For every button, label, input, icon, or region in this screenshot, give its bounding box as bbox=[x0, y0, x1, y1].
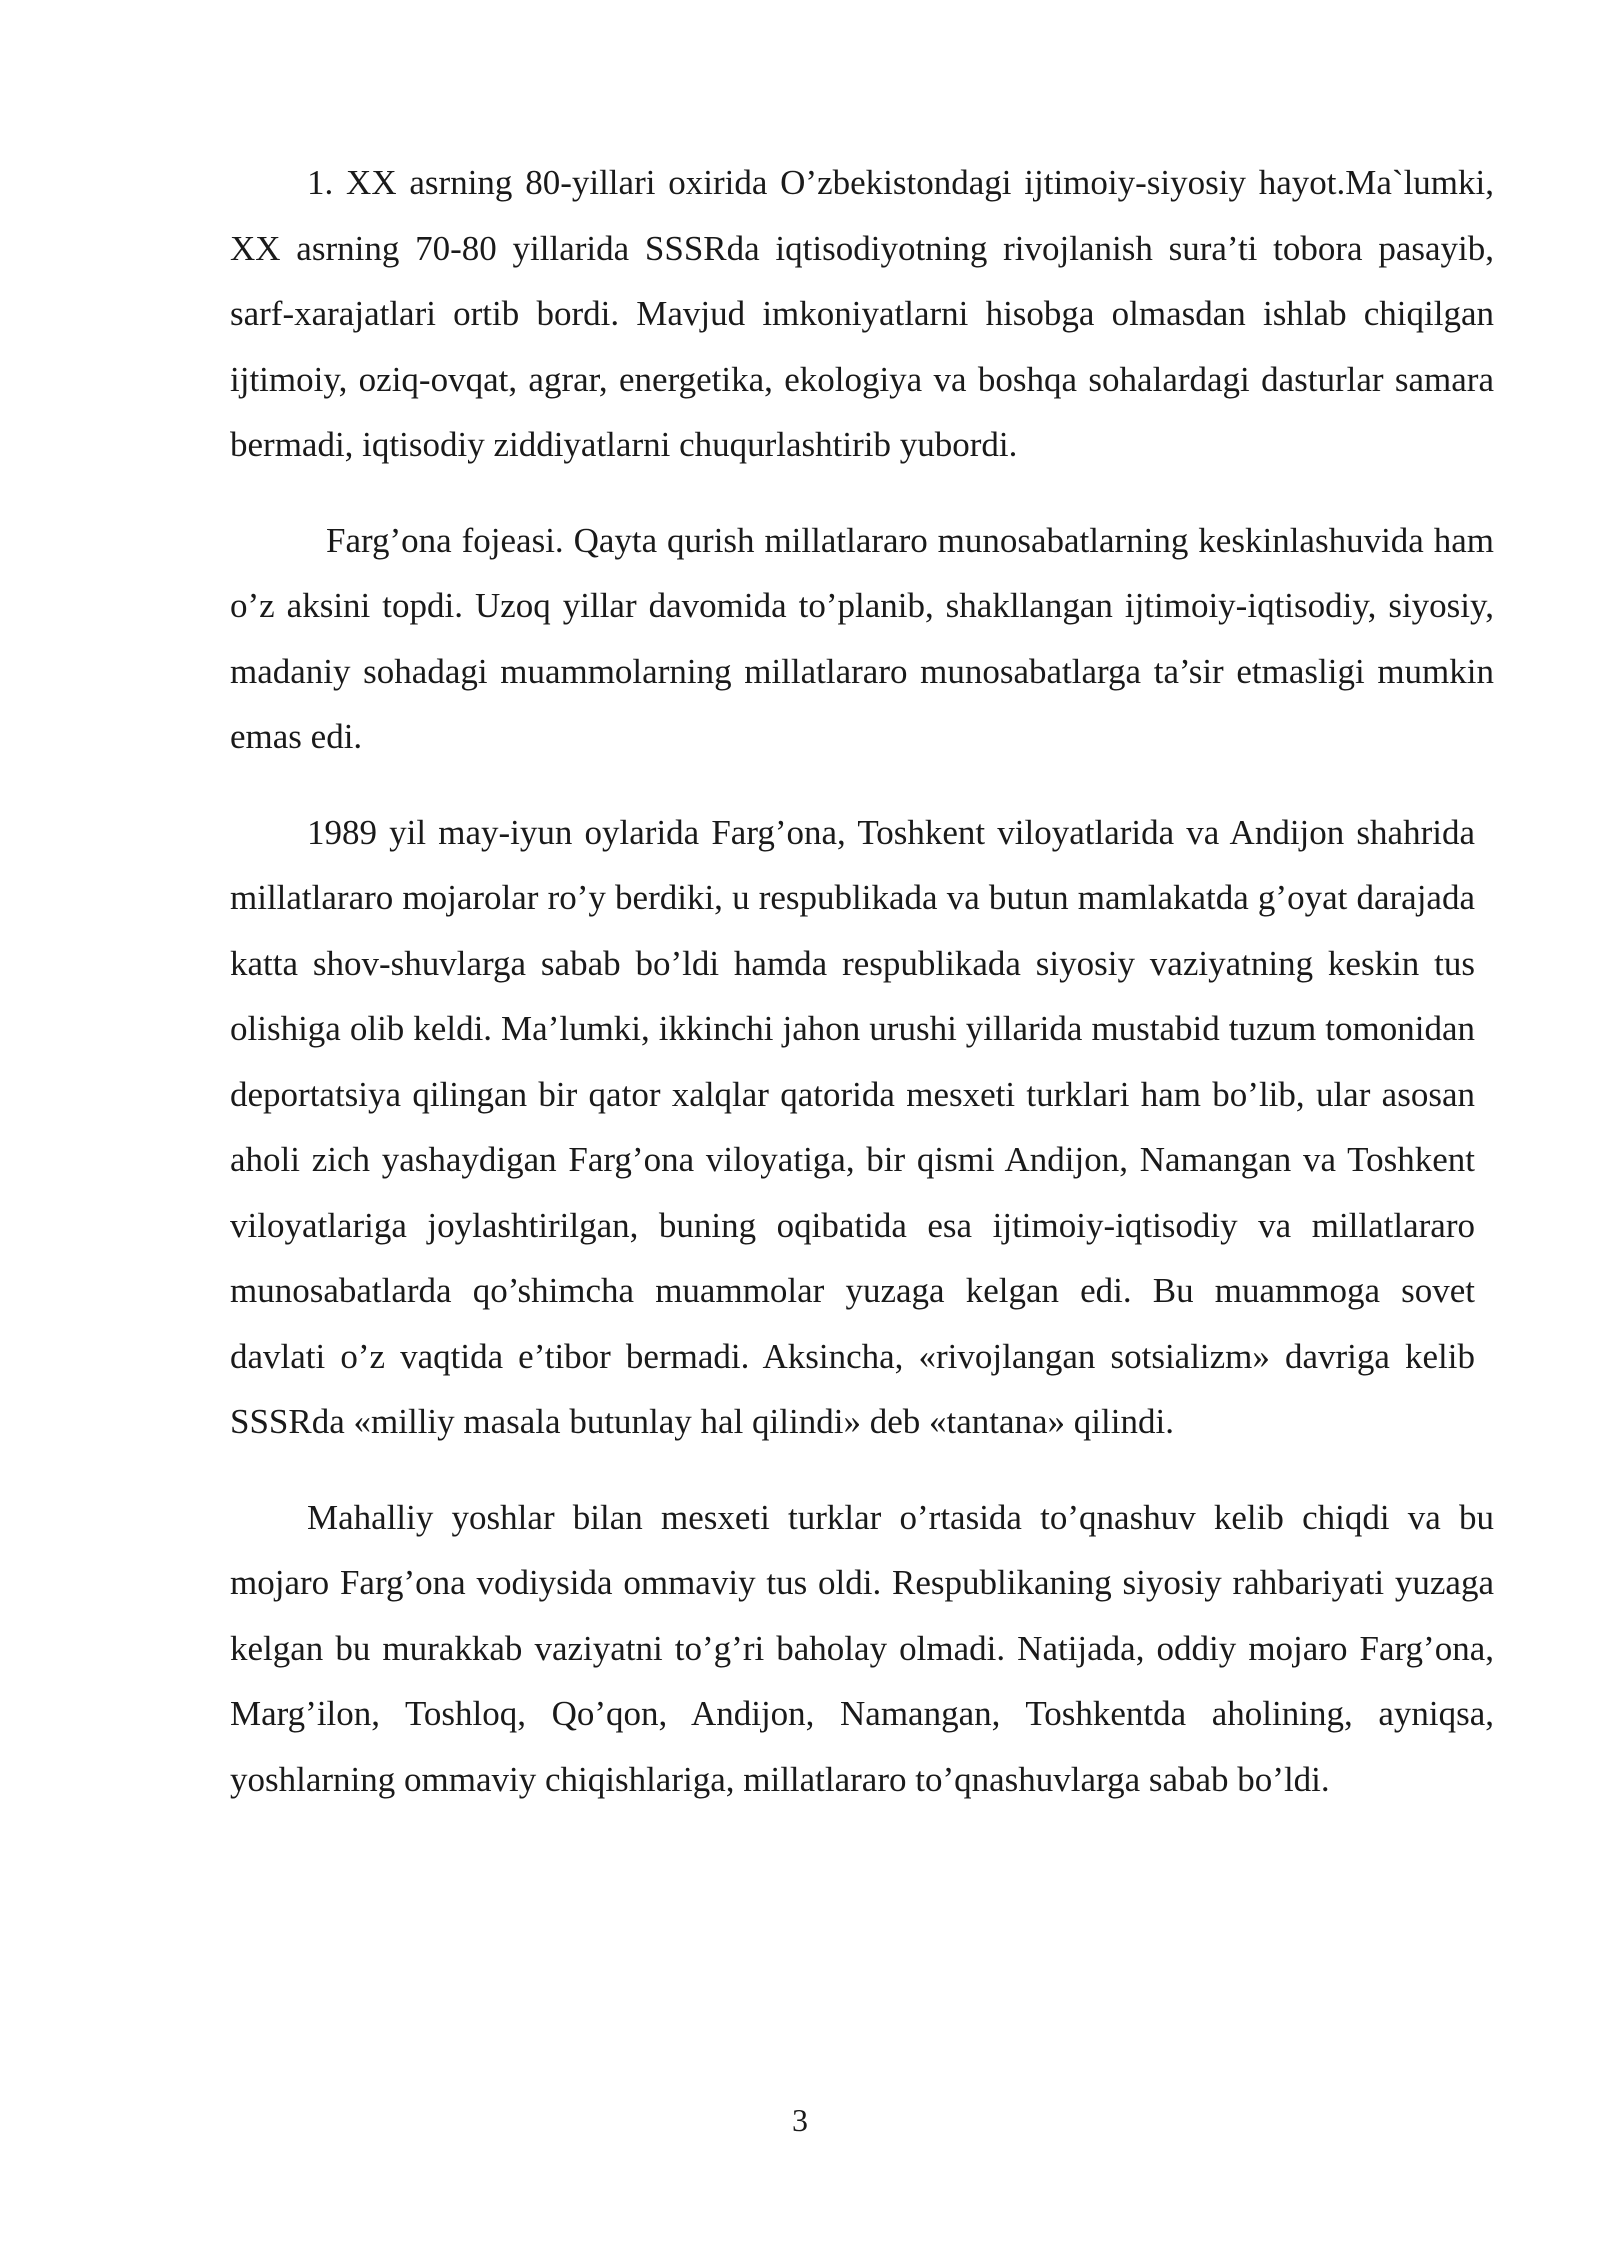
paragraph-fergana-tragedy: Farg’ona fojeasi. Qayta qurish millatlararo munosabatlarning keskinlashuvida ham o’z aksini topdi. Uzoq yillar davomida to’planib, shakllangan ijtimoiy-iqtisodiy, siyosiy, madaniy sohadagi muammolarning millatlararo munosabatlarga ta’sir etmasligi mumkin emas edi. bbox=[230, 520, 1494, 756]
paragraph-1989-events: 1989 yil may-iyun oylarida Farg’ona, Toshkent viloyatlarida va Andijon shahrida millatlararo mojarolar ro’y berdiki, u respublikada va butun mamlakatda g’oyat darajada katta shov-shuvlarga sabab bo’ldi hamda respublikada siyosiy vaziyatning keskin tus olishiga olib keldi. Ma’lumki, ikkinchi jahon urushi yillarida mustabid tuzum tomonidan deportatsiya qilingan bir qator xalqlar qatorida mesxeti turklari ham bo’lib, ular asosan aholi zich yashaydigan Farg’ona viloyatiga, bir qismi Andijon, Namangan va Toshkent viloyatlariga joylashtirilgan, buning oqibatida esa ijtimoiy-iqtisodiy va millatlararo munosabatlarda qo’shimcha muammolar yuzaga kelgan edi. Bu muammoga sovet davlati o’z vaqtida e’tibor bermadi. Aksincha, «rivojlangan sotsializm» davriga kelib SSSRda «milliy masala butunlay hal qilindi» deb «tantana» qilindi. bbox=[230, 812, 1475, 1441]
page-number: 3 bbox=[792, 2102, 808, 2138]
paragraph-youth-conflict: Mahalliy yoshlar bilan mesxeti turklar o’rtasida to’qnashuv kelib chiqdi va bu mojaro Farg’ona vodiysida ommaviy tus oldi. Respublikaning siyosiy rahbariyati yuzaga kelgan bu murakkab vaziyatni to’g’ri baholay olmadi. Natijada, oddiy mojaro Farg’ona, Marg’ilon, Toshloq, Qo’qon, Andijon, Namangan, Toshkentda aholining, ayniqsa, yoshlarning ommaviy chiqishlariga, millatlararo to’qnashuvlarga sabab bo’ldi. bbox=[230, 1497, 1494, 1799]
paragraph-intro: 1. XX asrning 80-yillari oxirida O’zbekistondagi ijtimoiy-siyosiy hayot.Ma`lumki, XX asrning 70-80 yillarida SSSRda iqtisodiyotning rivojlanish sura’ti tobora pasayib, sarf-xarajatlari ortib bordi. Mavjud imkoniyatlarni hisobga olmasdan ishlab chiqilgan ijtimoiy, oziq-ovqat, agrar, energetika, ekologiya va boshqa sohalardagi dasturlar samara bermadi, iqtisodiy ziddiyatlarni chuqurlashtirib yubordi. bbox=[230, 163, 1494, 464]
document-page bbox=[230, 150, 1494, 1842]
